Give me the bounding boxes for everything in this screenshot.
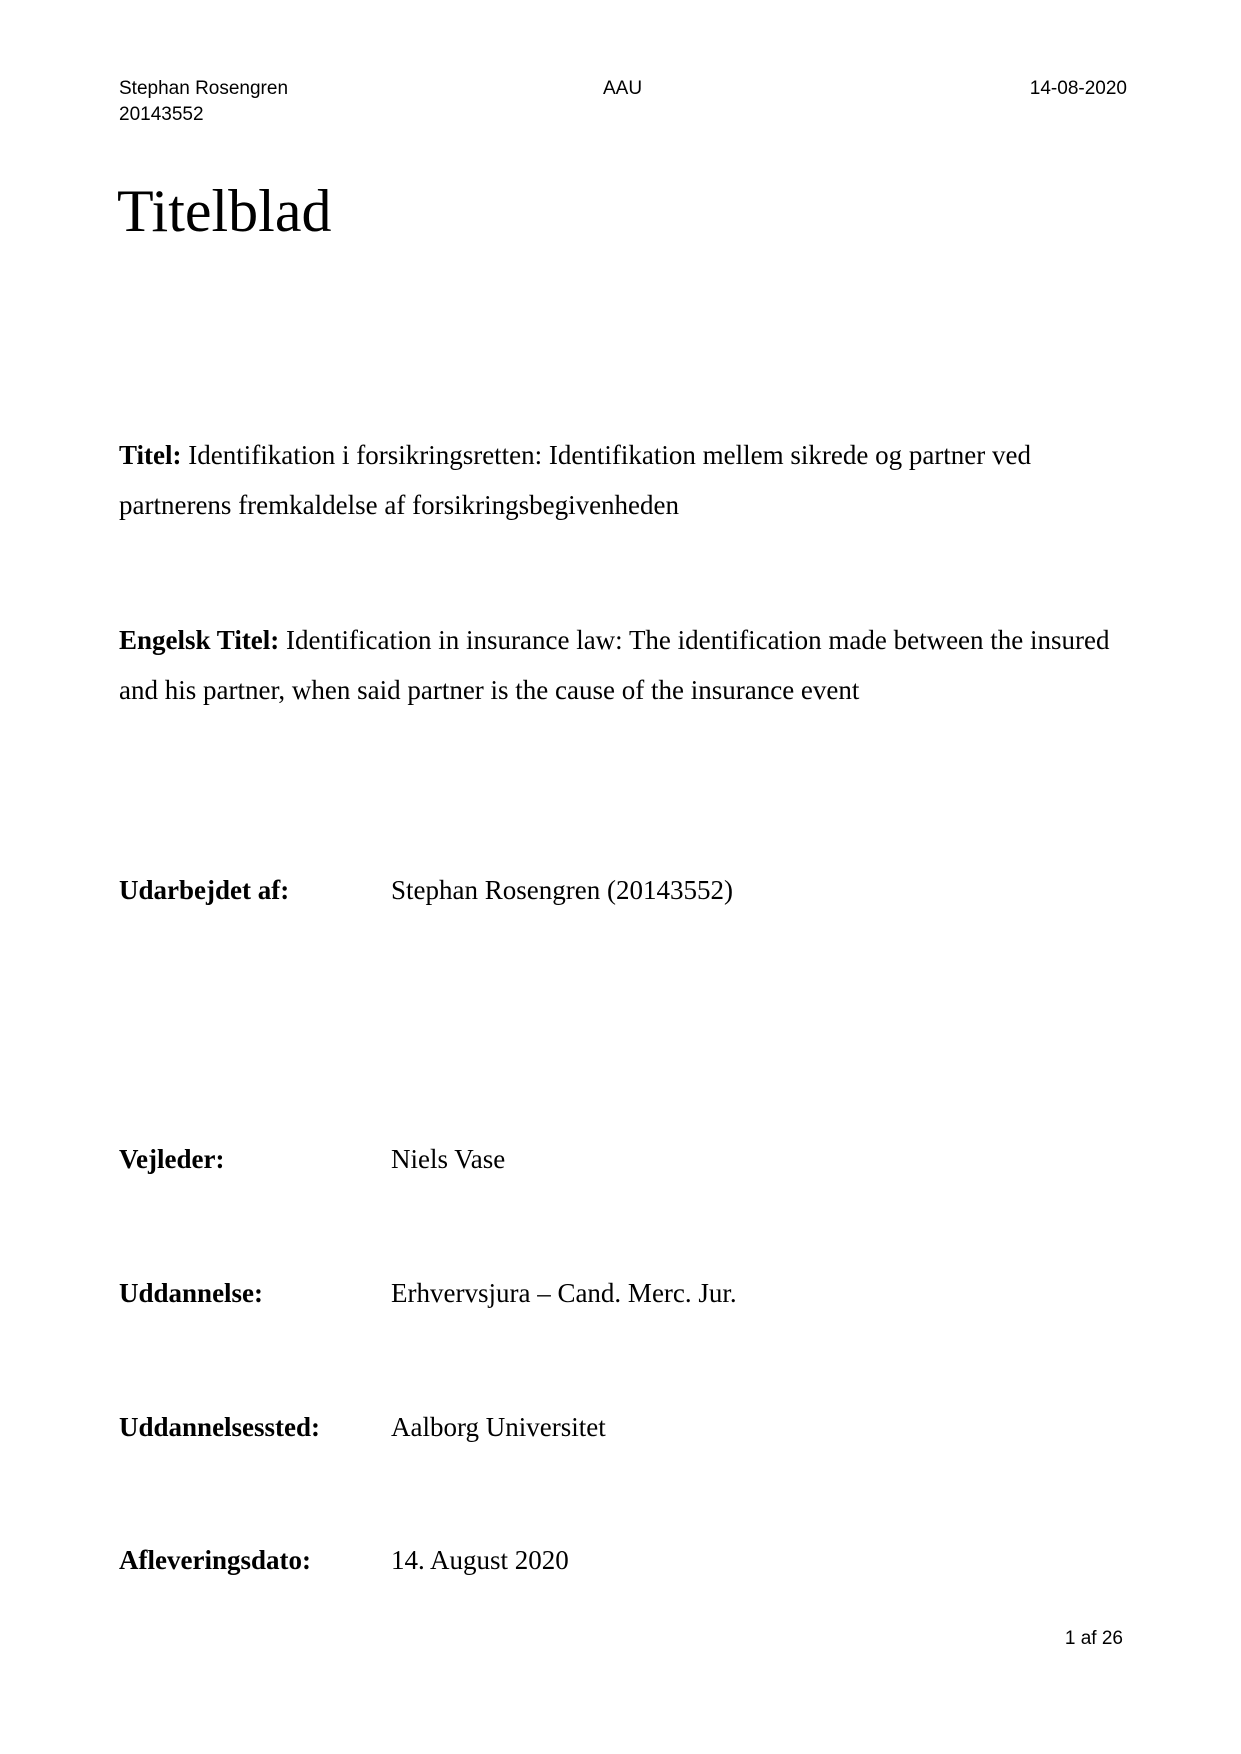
field-institution-label: Uddannelsessted: — [119, 1412, 321, 1442]
field-supervisor-label: Vejleder: — [119, 1144, 225, 1174]
danish-title — [119, 430, 1129, 530]
field-submission-date-value: 14. August 2020 — [391, 1545, 569, 1575]
danish-title-text: Identifikation i forsikringsretten: Identifikation mellem sikrede og partner ved partnerens fremkaldelse af forsikringsbegivenheden — [119, 440, 1031, 520]
danish-title-label: Titel: — [119, 440, 182, 470]
header-date: 14-08-2020 — [1029, 78, 1127, 99]
english-title-text: Identification in insurance law: The identification made between the insured and his partner, when said partner is the cause of the insurance event — [119, 625, 1110, 705]
field-submission-date-label: Afleveringsdato: — [119, 1545, 311, 1575]
english-title-label: Engelsk Titel: — [119, 625, 280, 655]
field-education-label: Uddannelse: — [119, 1278, 264, 1308]
header-institution: AAU — [603, 78, 643, 99]
field-author-value: Stephan Rosengren (20143552) — [391, 875, 733, 905]
field-author-label: Udarbejdet af: — [119, 875, 290, 905]
field-institution-value: Aalborg Universitet — [391, 1412, 606, 1442]
page-title: Titelblad — [117, 178, 332, 244]
field-supervisor-value: Niels Vase — [391, 1144, 506, 1174]
header-student-number: 20143552 — [119, 104, 204, 125]
field-education-value: Erhvervsjura – Cand. Merc. Jur. — [391, 1278, 737, 1308]
header-author-name: Stephan Rosengren — [119, 78, 289, 99]
header-author-block — [119, 76, 288, 128]
english-title — [119, 615, 1129, 715]
page-number: 1 af 26 — [1064, 1628, 1123, 1649]
